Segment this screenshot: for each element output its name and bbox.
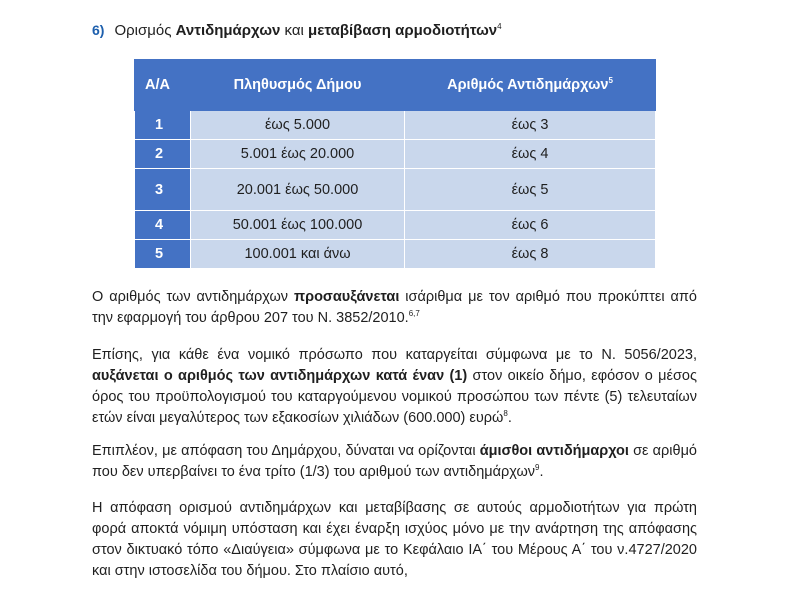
cell-population: έως 5.000 <box>191 111 405 140</box>
p3-text-1: Επιπλέον, με απόφαση του Δημάρχου, δύναται να ορίζονται <box>92 443 480 459</box>
cell-deputies: έως 5 <box>405 169 656 211</box>
deputy-mayors-table <box>134 59 656 269</box>
p2-footnote: 8 <box>503 409 508 419</box>
p1-text-2: ισάριθμα με τον αριθμό που προκύπτει από την εφαρμογή του άρθρου 207 του Ν. 3852/2010. <box>92 289 697 326</box>
header-deputies-label: Αριθμός Αντιδημάρχων <box>447 77 609 93</box>
header-aa: Α/Α <box>135 60 191 111</box>
cell-aa: 2 <box>135 140 191 169</box>
p4-text-1: Η απόφαση ορισμού αντιδημάρχων και μεταβίβασης σε αυτούς αρμοδιοτήτων για πρώτη φορά αποκτά νόμιμη υπόσταση και έχει έναρξη ισχύος μόνο με την ανάρτηση της απόφασης στον δικτυακό τόπο «Διαύγεια» σύμφωνα με το Κεφάλαιο ΙΑ΄ του Μέρους Α΄ του ν.4727/2020 και στην ιστοσελίδα του δήμου. Στο πλαίσιο αυτό, <box>92 500 697 579</box>
section-heading <box>92 19 732 42</box>
section-number: 6) <box>92 22 105 38</box>
table-row <box>135 240 656 269</box>
cell-aa: 1 <box>135 111 191 140</box>
header-deputies <box>405 60 656 111</box>
cell-population: 100.001 και άνω <box>191 240 405 269</box>
cell-aa: 5 <box>135 240 191 269</box>
table-row <box>135 111 656 140</box>
p1-footnote: 6,7 <box>408 309 420 319</box>
heading-prefix: Ορισμός <box>114 22 176 39</box>
cell-deputies: έως 4 <box>405 140 656 169</box>
p2-text-1: Επίσης, για κάθε ένα νομικό πρόσωπο που καταργείται σύμφωνα με το Ν. 5056/2023, <box>92 347 697 363</box>
heading-middle: και <box>280 22 309 39</box>
table-header-row <box>135 60 656 111</box>
table-row <box>135 140 656 169</box>
cell-aa: 3 <box>135 169 191 211</box>
p1-text-1: Ο αριθμός των αντιδημάρχων <box>92 289 294 305</box>
paragraph-publication <box>92 498 697 582</box>
header-deputies-footnote: 5 <box>608 76 613 86</box>
paragraph-abolished-entities <box>92 345 697 429</box>
heading-footnote: 4 <box>497 22 502 31</box>
table-row <box>135 169 656 211</box>
cell-deputies: έως 8 <box>405 240 656 269</box>
heading-bold-delegation: μεταβίβαση αρμοδιοτήτων <box>308 22 498 39</box>
header-population: Πληθυσμός Δήμου <box>191 60 405 111</box>
cell-aa: 4 <box>135 211 191 240</box>
table-row <box>135 211 656 240</box>
cell-deputies: έως 3 <box>405 111 656 140</box>
p3-footnote: 9 <box>535 463 540 473</box>
cell-population: 5.001 έως 20.000 <box>191 140 405 169</box>
paragraph-increase <box>92 287 697 329</box>
p2-bold: αυξάνεται ο αριθμός των αντιδημάρχων κατά έναν (1) <box>92 368 468 384</box>
p2-text-2: στον οικείο δήμο, εφόσον ο μέσος όρος του προϋπολογισμού του καταργούμενου νομικού προσώπου των πέντε (5) τελευταίων ετών είναι μεγαλύτερος των εξακοσίων χιλιάδων (600.000) ευρώ <box>92 368 697 426</box>
p3-text-2: σε αριθμό που δεν υπερβαίνει το ένα τρίτο (1/3) του αριθμού των αντιδημάρχων <box>92 443 697 480</box>
cell-population: 20.001 έως 50.000 <box>191 169 405 211</box>
heading-bold-deputies: Αντιδημάρχων <box>175 22 281 39</box>
paragraph-unpaid-deputies <box>92 441 697 483</box>
p3-text-3: . <box>539 464 544 480</box>
p2-text-3: . <box>507 410 512 426</box>
p1-bold: προσαυξάνεται <box>294 289 400 305</box>
p3-bold: άμισθοι αντιδήμαρχοι <box>479 443 629 459</box>
cell-deputies: έως 6 <box>405 211 656 240</box>
cell-population: 50.001 έως 100.000 <box>191 211 405 240</box>
